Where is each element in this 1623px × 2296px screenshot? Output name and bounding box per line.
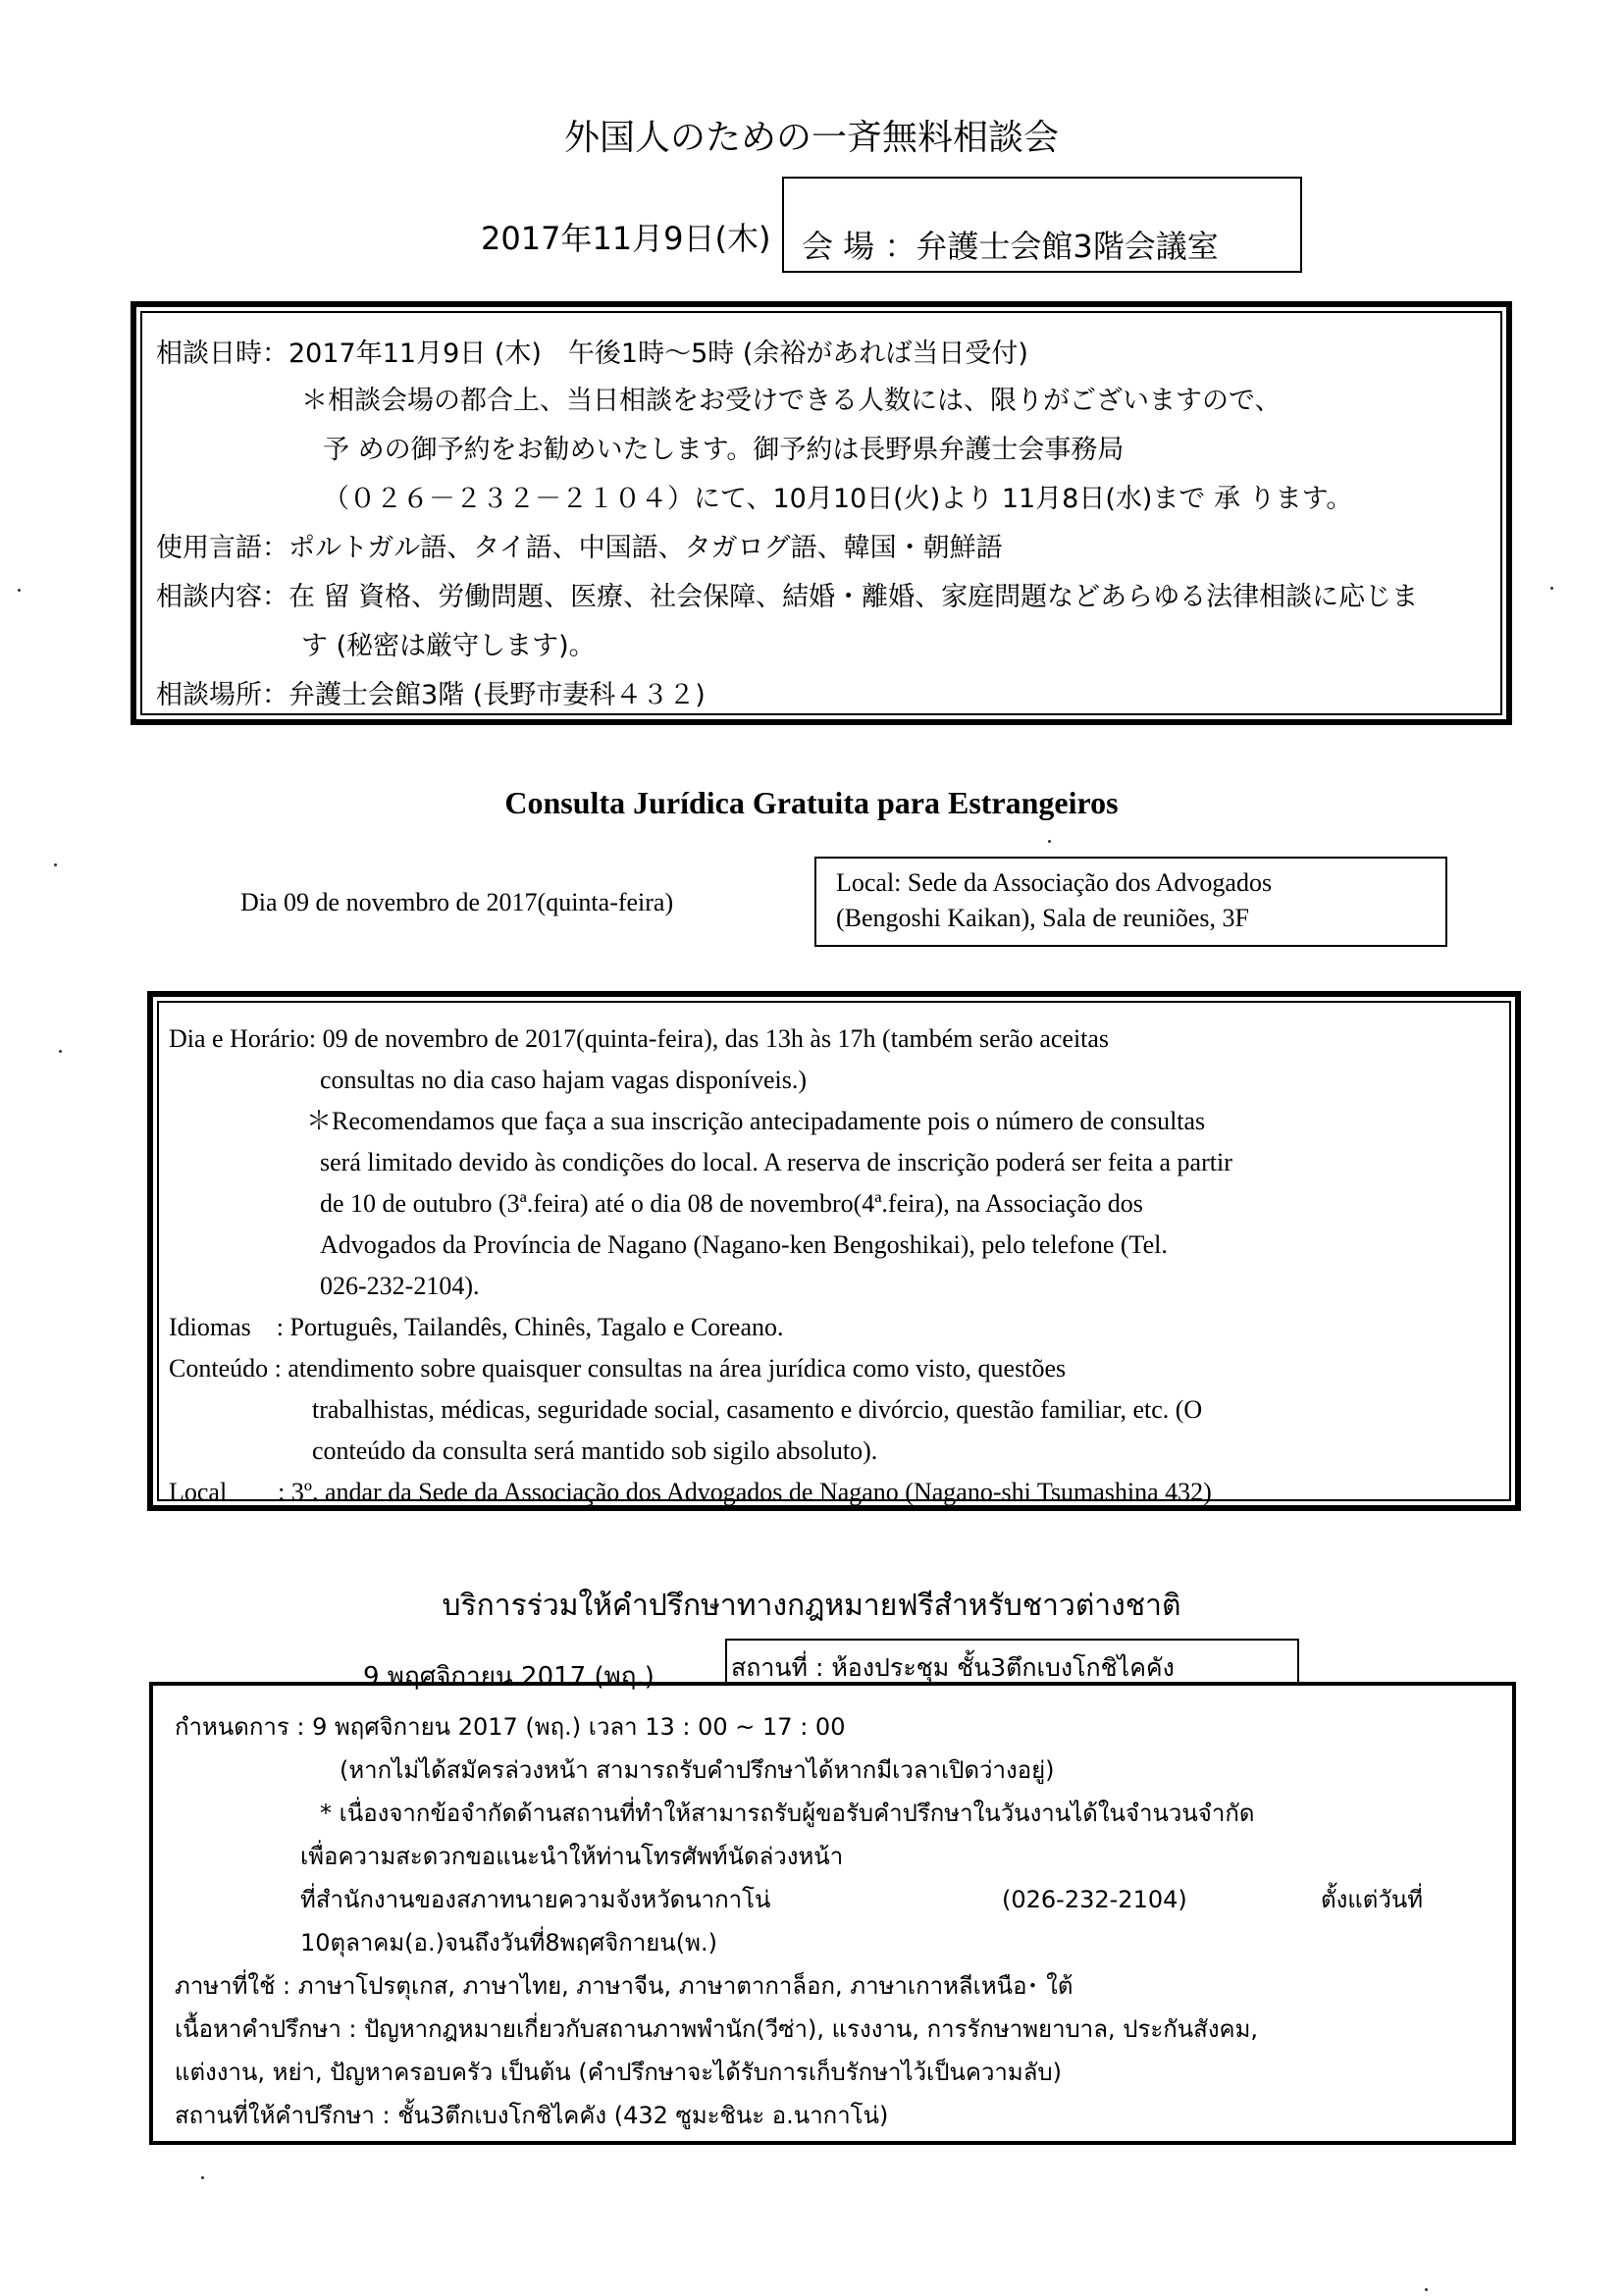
th-venue-box <box>725 1639 1299 1686</box>
jp-line-content: 相談内容：在 留 資格、労働問題、医療、社会保障、結婚・離婚、家庭問題などあらゆる法律相談に応じま <box>156 582 1419 612</box>
th-line-note-2: เพื่อความสะดวกขอแนะนำให้ท่านโทรศัพท์นัดล่วงหน้า <box>300 1843 844 1870</box>
pt-line-languages: Idiomas : Português, Tailandês, Chinês, Tagalo e Coreano. <box>169 1313 784 1341</box>
jp-date: 2017年11月9日(木) <box>481 220 771 257</box>
jp-line-note-1: ＊相談会場の都合上、当日相談をお受けできる人数には、限りがございますので、 <box>301 386 1282 416</box>
th-line-phone: (026-232-2104) <box>1002 1886 1187 1913</box>
th-line-note-1: * เนื่องจากข้อจำกัดด้านสถานที่ทำให้สามารถรับผู้ขอรับคำปรึกษาในวันงานได้ในจำนวนจำกัด <box>320 1800 1255 1827</box>
scan-speck <box>201 2176 204 2179</box>
jp-venue: 会 場 ：弁護士会館3階会議室 <box>802 228 1219 265</box>
pt-line-note-3: de 10 de outubro (3ª.feira) até o dia 08 de novembro(4ª.feira), na Associação dos <box>320 1189 1143 1218</box>
pt-line-note-1: ＊Recomendamos que faça a sua inscrição antecipadamente pois o número de consultas <box>306 1107 1206 1135</box>
th-line-from-date: ตั้งแต่วันที่ <box>1321 1886 1424 1913</box>
pt-line-note-5: 026-232-2104). <box>320 1272 480 1300</box>
jp-line-content-2: す (秘密は厳守します)。 <box>301 631 596 661</box>
scan-speck <box>18 589 21 592</box>
scan-speck <box>54 863 57 866</box>
jp-line-place: 相談場所：弁護士会館3階 (長野市妻科４３２) <box>156 680 706 710</box>
th-line-content-2: แต่งงาน, หย่า, ปัญหาครอบครัว เป็นต้น (คำปรึกษาจะได้รับการเก็บรักษาไว้เป็นความลับ) <box>175 2059 1063 2086</box>
pt-line-datetime: Dia e Horário: 09 de novembro de 2017(quinta-feira), das 13h às 17h (também serão aceitas <box>169 1024 1110 1053</box>
jp-venue-box <box>782 177 1302 273</box>
pt-venue-box <box>814 857 1447 947</box>
pt-line-content-3: conteúdo da consulta será mantido sob sigilo absoluto). <box>312 1436 878 1465</box>
pt-line-note-2: será limitado devido às condições do local. A reserva de inscrição poderá ser feita a partir <box>320 1148 1232 1176</box>
scan-speck <box>1550 587 1553 590</box>
th-line-content: เนื้อหาคำปรึกษา : ปัญหากฎหมายเกี่ยวกับสถานภาพพำนัก(วีซ่า), แรงงาน, การรักษาพยาบาล, ประกันสังคม, <box>175 2015 1259 2043</box>
jp-line-note-3: （０２６－２３２－２１０４）にて、10月10日(火)より 11月8日(水)まで 承 ります。 <box>323 484 1353 514</box>
jp-line-datetime: 相談日時：2017年11月9日 (木) 午後1時～5時 (余裕があれば当日受付) <box>156 339 1028 369</box>
th-venue: สถานที่ : ห้องประชุม ชั้น3ตึกเบงโกชิไคคัง <box>731 1653 1175 1682</box>
th-line-languages: ภาษาที่ใช้ : ภาษาโปรตุเกส, ภาษาไทย, ภาษาจีน, ภาษาตากาล็อก, ภาษาเกาหลีเหนือ･ ใต้ <box>175 1972 1073 2000</box>
pt-line-place: Local : 3º. andar da Sede da Associação dos Advogados de Nagano (Nagano-shi Tsumashina 432) <box>169 1478 1212 1506</box>
pt-date: Dia 09 de novembro de 2017(quinta-feira) <box>240 888 674 916</box>
th-details-box <box>149 1682 1516 2145</box>
pt-line-note-4: Advogados da Província de Nagano (Nagano-ken Bengoshikai), pelo telefone (Tel. <box>320 1230 1168 1259</box>
pt-venue-line-2: (Bengoshi Kaikan), Sala de reuniões, 3F <box>836 904 1249 932</box>
scan-speck <box>59 1050 62 1053</box>
scan-speck <box>1425 2288 1428 2291</box>
jp-details-box <box>131 301 1512 725</box>
pt-line-content: Conteúdo : atendimento sobre quaisquer consultas na área jurídica como visto, questões <box>169 1354 1067 1383</box>
th-date: 9 พฤศจิกายน 2017 (พฤ.) <box>363 1662 654 1692</box>
th-line-note-4: 10ตุลาคม(อ.)จนถึงวันที่8พฤศจิกายน(พ.) <box>300 1929 717 1957</box>
jp-line-note-2: 予 めの御予約をお勧めいたします。御予約は長野県弁護士会事務局 <box>323 435 1125 465</box>
pt-line-content-2: trabalhistas, médicas, seguridade social, casamento e divórcio, questão familiar, etc. (O <box>312 1395 1203 1424</box>
th-line-note-3: ที่สำนักงานของสภาทนายความจังหวัดนากาโน่ <box>300 1886 771 1913</box>
th-line-datetime: กำหนดการ : 9 พฤศจิกายน 2017 (พฤ.) เวลา 13 : 00 ~ 17 : 00 <box>175 1713 846 1741</box>
scan-speck <box>1048 840 1051 843</box>
pt-venue-line-1: Local: Sede da Associação dos Advogados <box>836 868 1273 897</box>
th-title: บริการร่วมให้คำปรึกษาทางกฎหมายฟรีสำหรับชาวต่างชาติ <box>442 1589 1181 1623</box>
jp-title: 外国人のための一斉無料相談会 <box>563 118 1059 158</box>
pt-line-datetime-2: consultas no dia caso hajam vagas disponíveis.) <box>320 1066 808 1094</box>
th-line-place: สถานที่ให้คำปรึกษา : ชั้น3ตึกเบงโกชิไคคัง (432 ซูมะชินะ อ.นากาโน่) <box>175 2102 889 2129</box>
jp-line-languages: 使用言語：ポルトガル語、タイ語、中国語、タガログ語、韓国・朝鮮語 <box>156 533 1003 563</box>
pt-title: Consulta Jurídica Gratuita para Estrangeiros <box>504 785 1119 820</box>
th-line-datetime-2: (หากไม่ได้สมัครล่วงหน้า สามารถรับคำปรึกษาได้หากมีเวลาเปิดว่างอยู่) <box>340 1756 1055 1784</box>
pt-details-box <box>147 991 1521 1511</box>
